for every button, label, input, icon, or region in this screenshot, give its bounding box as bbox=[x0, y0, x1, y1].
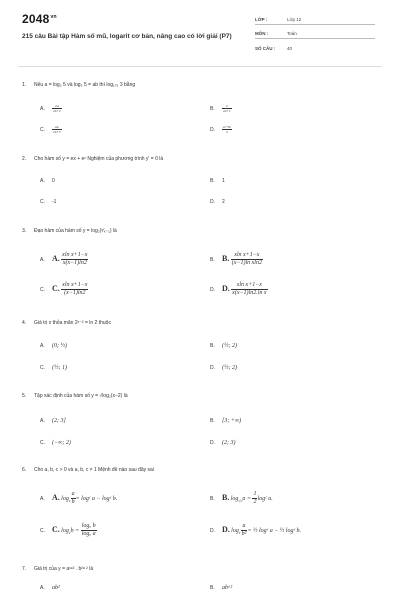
question-7: 7. Giá trị của y = aˢᶜ² . b²ᵃ ² là bbox=[22, 566, 94, 572]
option-6b[interactable]: B. B. $\log_{√c}a$ = $\frac{1}{2}$ logᶜ a. bbox=[210, 491, 273, 505]
option-2b[interactable]: B. 1 bbox=[210, 178, 225, 184]
option-3d[interactable]: D. D. $\frac{\text{xln x+1−x}}{\text{x(x−1)ln2.ln x}}$ bbox=[210, 282, 267, 296]
option-4b[interactable]: B. (½; 2) bbox=[210, 343, 237, 349]
option-5c[interactable]: C. (−∞; 2) bbox=[40, 440, 71, 446]
meta-divider bbox=[255, 24, 375, 25]
option-5d[interactable]: D. (2; 3) bbox=[210, 440, 236, 446]
meta-divider bbox=[255, 38, 375, 39]
option-6d[interactable]: D. D. $\log_c$ $\frac{a}{\text{b²}}$ = ½ logᶜ a − ½ logᶜ b. bbox=[210, 523, 302, 537]
option-5b[interactable]: B. [3; +∞) bbox=[210, 418, 242, 424]
meta-class: LỚP : Lớp 12 bbox=[255, 17, 302, 22]
option-4d[interactable]: D. (½; 2) bbox=[210, 365, 237, 371]
option-4a[interactable]: A. (0; ½) bbox=[40, 343, 67, 349]
question-2: 2. Cho hàm số y = ex + eˣ Nghiệm của phương trình y' = 0 là bbox=[22, 156, 164, 162]
header-divider bbox=[18, 66, 382, 67]
site-logo[interactable]: $2048^{vn}$ bbox=[22, 12, 57, 26]
question-3: 3. Đạo hàm của hàm số y = log₂(ˣ⁄ₓ₋₁) là bbox=[22, 228, 117, 234]
option-6c[interactable]: C. C. $\log_cb$ = $\frac{\text{logₐ b}}{\text{logₐ a}}$ bbox=[40, 523, 96, 537]
option-2c[interactable]: C. -1 bbox=[40, 199, 57, 205]
option-3c[interactable]: C. C. $\frac{\text{xln x+1−x}}{(x-1)\ln 2}$ bbox=[40, 282, 88, 296]
meta-question-count: SỐ CÂU : 40 bbox=[255, 46, 293, 51]
option-7b[interactable]: B. abᵃ² bbox=[210, 585, 233, 591]
question-5: 5. Tập xác định của hàm số y = √log₂(x−2) là bbox=[22, 393, 128, 399]
option-1d[interactable]: D. $\frac{a+3b}{2}$ bbox=[210, 125, 231, 134]
document-header bbox=[0, 0, 400, 58]
meta-subject: MÔN : Toán bbox=[255, 31, 297, 36]
option-5a[interactable]: A. (2; 3] bbox=[40, 418, 66, 424]
option-1c[interactable]: C. $\frac{ab}{2b+5}$ bbox=[40, 125, 61, 134]
option-1b[interactable]: B. $\frac{2}{2a+1}$ bbox=[210, 104, 231, 113]
question-4: 4. Giá trị x thỏa mãn 2ˣ⁻² = ln 2 thuộc bbox=[22, 320, 111, 326]
option-7a[interactable]: A. ab² bbox=[40, 585, 60, 591]
option-3b[interactable]: B. B. $\frac{\text{xln x+1−x}}{\text{(x−1)ln xln2}}$ bbox=[210, 252, 262, 266]
option-4c[interactable]: C. (½; 1) bbox=[40, 365, 67, 371]
option-1a[interactable]: A. $\frac{2a}{2b+2}$ bbox=[40, 104, 61, 113]
option-2a[interactable]: A. 0 bbox=[40, 178, 55, 184]
question-6: 6. Cho a, b, c > 0 và a, b, c ≠ 1 Mệnh đề nào sau đây sai bbox=[22, 467, 154, 473]
option-3a[interactable]: A. A. $\frac{\text{xln x+1−x}}{x(x-1)\ln 2}$ bbox=[40, 252, 88, 266]
question-1: 1. Nếu a = log₂ 5 và log₃ 5 = ab thì log₁₇₅ 3 bằng bbox=[22, 82, 136, 88]
option-6a[interactable]: A. A. $\log_c$ $\frac{a}{b}$ = logᶜ a − logᶜ b. bbox=[40, 491, 118, 505]
document-title: 215 câu Bài tập Hàm số mũ, logarit cơ bản, nâng cao có lời giải (P7) bbox=[22, 33, 232, 40]
option-2d[interactable]: D. 2 bbox=[210, 199, 225, 205]
